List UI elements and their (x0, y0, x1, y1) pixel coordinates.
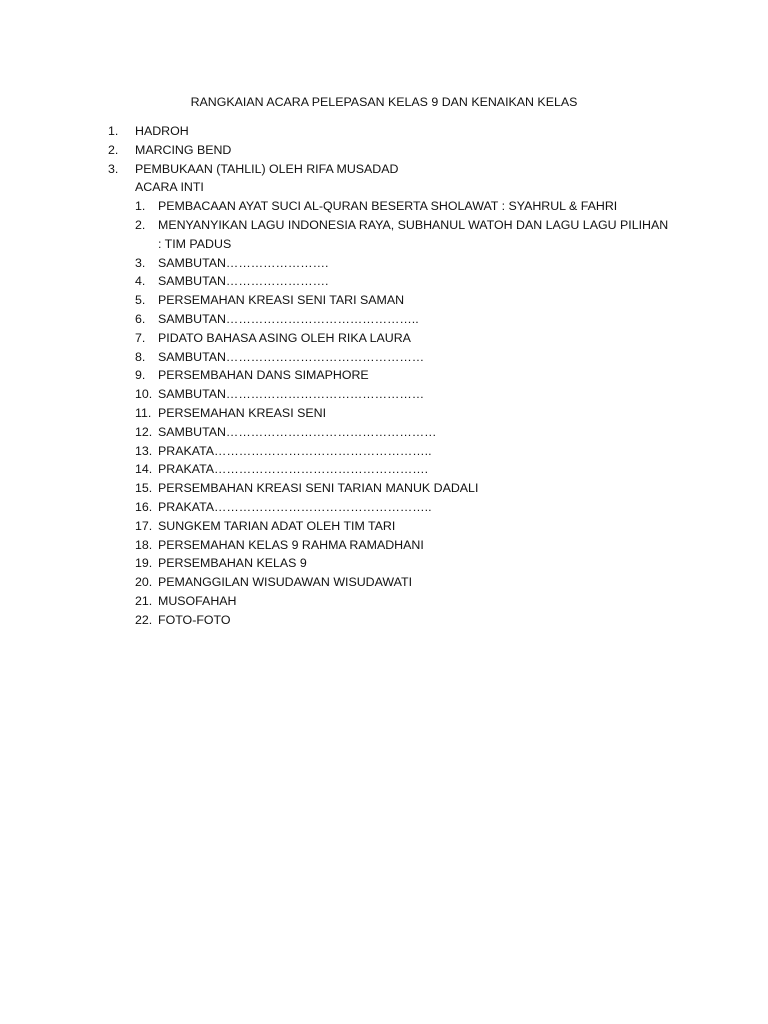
item-text: SUNGKEM TARIAN ADAT OLEH TIM TARI (158, 518, 396, 533)
core-agenda-item (135, 498, 695, 517)
item-number: 20. (135, 575, 153, 590)
item-text: MENYANYIKAN LAGU INDONESIA RAYA, SUBHANUL WATOH DAN LAGU LAGU PILIHAN : TIM PADUS (158, 217, 669, 251)
item-text: PEMBACAAN AYAT SUCI AL-QURAN BESERTA SHOLAWAT : SYAHRUL & FAHRI (158, 199, 618, 214)
core-agenda-item (135, 479, 695, 498)
core-agenda-item (135, 254, 695, 273)
item-text: PERSEMAHAN KELAS 9 RAHMA RAMADHANI (158, 537, 424, 552)
agenda-item (108, 141, 708, 160)
item-number: 19. (135, 556, 153, 571)
item-number: 5. (135, 293, 146, 308)
item-number: 18. (135, 537, 153, 552)
item-number: 4. (135, 274, 146, 289)
core-agenda-heading: ACARA INTI (135, 180, 204, 195)
item-number: 9. (135, 368, 146, 383)
agenda-item (108, 122, 708, 141)
agenda-list (108, 122, 708, 630)
core-agenda-item (135, 385, 695, 404)
core-agenda-item (135, 329, 695, 348)
item-number: 15. (135, 481, 153, 496)
core-agenda-item (135, 611, 695, 630)
item-number: 8. (135, 349, 146, 364)
item-number: 22. (135, 612, 153, 627)
core-agenda-list (108, 197, 695, 629)
core-agenda-item (135, 348, 695, 367)
item-number: 2. (108, 142, 119, 157)
core-agenda-item (135, 216, 695, 254)
core-agenda-item (135, 272, 695, 291)
item-text: PERSEMBAHAN KELAS 9 (158, 556, 307, 571)
item-text: MUSOFAHAH (158, 593, 237, 608)
item-number: 2. (135, 217, 146, 232)
item-number: 7. (135, 330, 146, 345)
core-agenda-item (135, 460, 695, 479)
core-agenda-item (135, 442, 695, 461)
item-text: SAMBUTAN……………………………………….. (158, 311, 419, 326)
item-text: PRAKATA…………………………………………….. (158, 499, 432, 514)
item-text: HADROH (135, 124, 189, 138)
item-text: SAMBUTAN…………………………………………… (158, 424, 437, 439)
item-number: 12. (135, 424, 153, 439)
core-agenda-item (135, 517, 695, 536)
item-text: PERSEMAHAN KREASI SENI (158, 405, 327, 420)
document-title: RANGKAIAN ACARA PELEPASAN KELAS 9 DAN KENAIKAN KELAS (190, 95, 578, 109)
core-agenda-item (135, 310, 695, 329)
item-number: 3. (135, 255, 146, 270)
core-agenda-item (135, 573, 695, 592)
item-text: PERSEMAHAN KREASI SENI TARI SAMAN (158, 293, 405, 308)
item-text: SAMBUTAN………………………………………… (158, 349, 425, 364)
item-number: 14. (135, 462, 153, 477)
item-number: 6. (135, 311, 146, 326)
core-agenda-item (135, 423, 695, 442)
core-agenda-item (135, 197, 695, 216)
item-text: SAMBUTAN………………………………………… (158, 387, 425, 402)
core-agenda-item (135, 592, 695, 611)
item-number: 21. (135, 593, 153, 608)
item-text: FOTO-FOTO (158, 612, 231, 627)
core-agenda-item (135, 404, 695, 423)
item-text: PEMBUKAAN (TAHLIL) OLEH RIFA MUSADAD (135, 161, 399, 176)
item-text: PIDATO BAHASA ASING OLEH RIKA LAURA (158, 330, 411, 345)
item-number: 3. (108, 161, 119, 176)
item-number: 13. (135, 443, 153, 458)
item-number: 17. (135, 518, 153, 533)
core-agenda-item (135, 366, 695, 385)
item-text: SAMBUTAN……………………. (158, 255, 329, 270)
item-number: 16. (135, 499, 153, 514)
item-text: SAMBUTAN……………………. (158, 274, 329, 289)
item-text: PEMANGGILAN WISUDAWAN WISUDAWATI (158, 575, 413, 590)
item-text: PRAKATA……………………………………………. (158, 462, 429, 477)
core-agenda-item (135, 554, 695, 573)
item-text: PERSEMBAHAN KREASI SENI TARIAN MANUK DADALI (158, 481, 479, 496)
item-number: 1. (108, 124, 119, 138)
item-text: PERSEMBAHAN DANS SIMAPHORE (158, 368, 369, 383)
agenda-item (108, 160, 708, 179)
item-number: 1. (135, 199, 146, 214)
core-agenda-item (135, 291, 695, 310)
item-number: 10. (135, 387, 153, 402)
item-text: PRAKATA…………………………………………….. (158, 443, 432, 458)
item-text: MARCING BEND (135, 142, 232, 157)
item-number: 11. (135, 405, 152, 420)
core-agenda-item (135, 536, 695, 555)
